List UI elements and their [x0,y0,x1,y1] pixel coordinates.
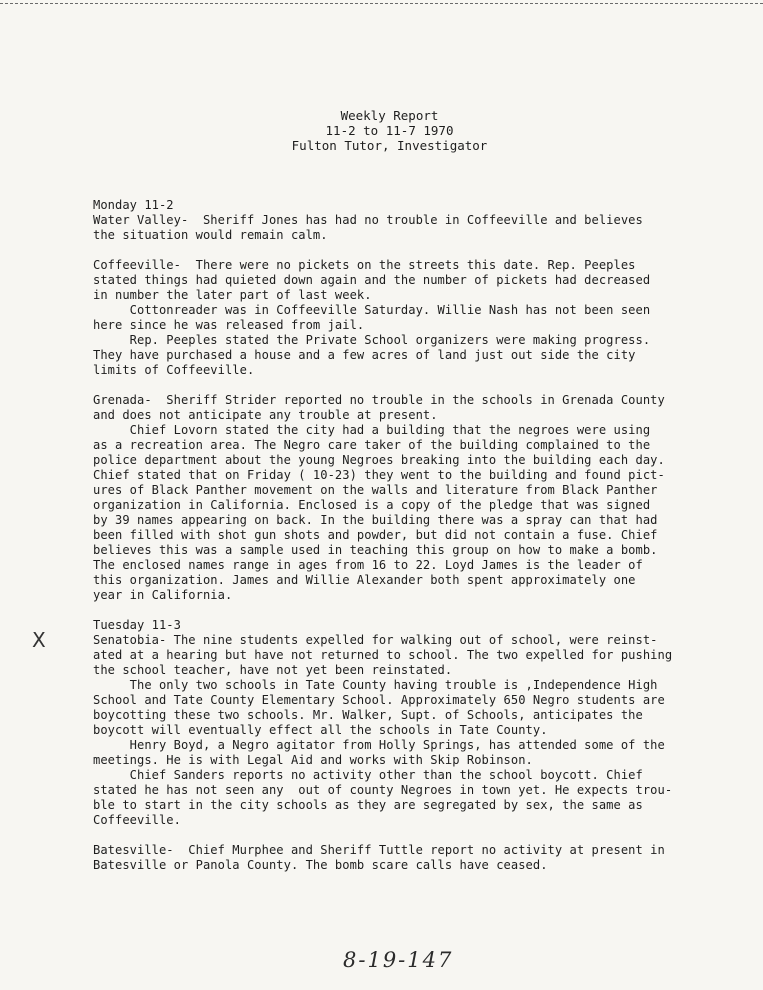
text-line: this organization. James and Willie Alexander both spent approximately one [93,573,636,587]
margin-x-mark: X [32,628,46,652]
text-line: year in California. [93,588,233,602]
text-line: stated things had quieted down again and the number of pickets had decreased [93,273,651,287]
text-line: Batesville- Chief Murphee and Sheriff Tuttle report no activity at present in [93,843,665,857]
text-line: Cottonreader was in Coffeeville Saturday. Willie Nash has not been seen [93,303,651,317]
text-line: boycotting these two schools. Mr. Walker, Supt. of Schools, anticipates the [93,708,643,722]
text-line: meetings. He is with Legal Aid and works with Skip Robinson. [93,753,533,767]
text-line: The only two schools in Tate County having trouble is ,Independence High [93,678,658,692]
handwritten-doc-number: 8-19-147 [343,948,454,972]
blank-line [93,378,693,393]
text-line: the school teacher, have not yet been reinstated. [93,663,453,677]
text-line: Monday 11-2 [93,198,174,212]
text-line: the situation would remain calm. [93,228,328,242]
text-line: boycott will eventually effect all the schools in Tate County. [93,723,548,737]
text-line: Rep. Peeples stated the Private School organizers were making progress. [93,333,651,347]
report-header [8,108,763,153]
page-top-edge [0,3,763,4]
text-line: stated he has not seen any out of county Negroes in town yet. He expects trou- [93,783,673,797]
report-dates: 11-2 to 11-7 1970 [325,123,454,138]
text-line: Senatobia- The nine students expelled for walking out of school, were reinst- [93,633,658,647]
text-line: Water Valley- Sheriff Jones has had no trouble in Coffeeville and believes [93,213,643,227]
report-title: Weekly Report [340,108,439,123]
text-line: ble to start in the city schools as they are segregated by sex, the same as [93,798,643,812]
blank-line [93,828,693,843]
blank-line [93,243,693,258]
text-line: police department about the young Negroes breaking into the building each day. [93,453,665,467]
text-line: and does not anticipate any trouble at present. [93,408,438,422]
blank-line [93,603,693,618]
text-line: Grenada- Sheriff Strider reported no trouble in the schools in Grenada County [93,393,665,407]
text-line: by 39 names appearing on back. In the building there was a spray can that had [93,513,658,527]
text-line: been filled with shot gun shots and powder, but did not contain a fuse. Chief [93,528,658,542]
text-line: Batesville or Panola County. The bomb scare calls have ceased. [93,858,548,872]
text-line: in number the later part of last week. [93,288,372,302]
text-line: ated at a hearing but have not returned to school. The two expelled for pushing [93,648,673,662]
text-line: The enclosed names range in ages from 16 to 22. Loyd James is the leader of [93,558,643,572]
text-line: ures of Black Panther movement on the walls and literature from Black Panther [93,483,658,497]
text-line: They have purchased a house and a few acres of land just out side the city [93,348,636,362]
report-author: Fulton Tutor, Investigator [291,138,488,153]
text-line: as a recreation area. The Negro care taker of the building complained to the [93,438,651,452]
report-body [93,198,693,873]
text-line: believes this was a sample used in teaching this group on how to make a bomb. [93,543,658,557]
text-line: Chief Lovorn stated the city had a building that the negroes were using [93,423,651,437]
text-line: Coffeeville. [93,813,181,827]
text-line: Tuesday 11-3 [93,618,181,632]
text-line: Henry Boyd, a Negro agitator from Holly Springs, has attended some of the [93,738,665,752]
text-line: Chief Sanders reports no activity other than the school boycott. Chief [93,768,643,782]
text-line: here since he was released from jail. [93,318,365,332]
text-line: Coffeeville- There were no pickets on the streets this date. Rep. Peeples [93,258,636,272]
text-line: Chief stated that on Friday ( 10-23) they went to the building and found pict- [93,468,665,482]
text-line: organization in California. Enclosed is a copy of the pledge that was signed [93,498,651,512]
text-line: School and Tate County Elementary School. Approximately 650 Negro students are [93,693,665,707]
text-line: limits of Coffeeville. [93,363,255,377]
